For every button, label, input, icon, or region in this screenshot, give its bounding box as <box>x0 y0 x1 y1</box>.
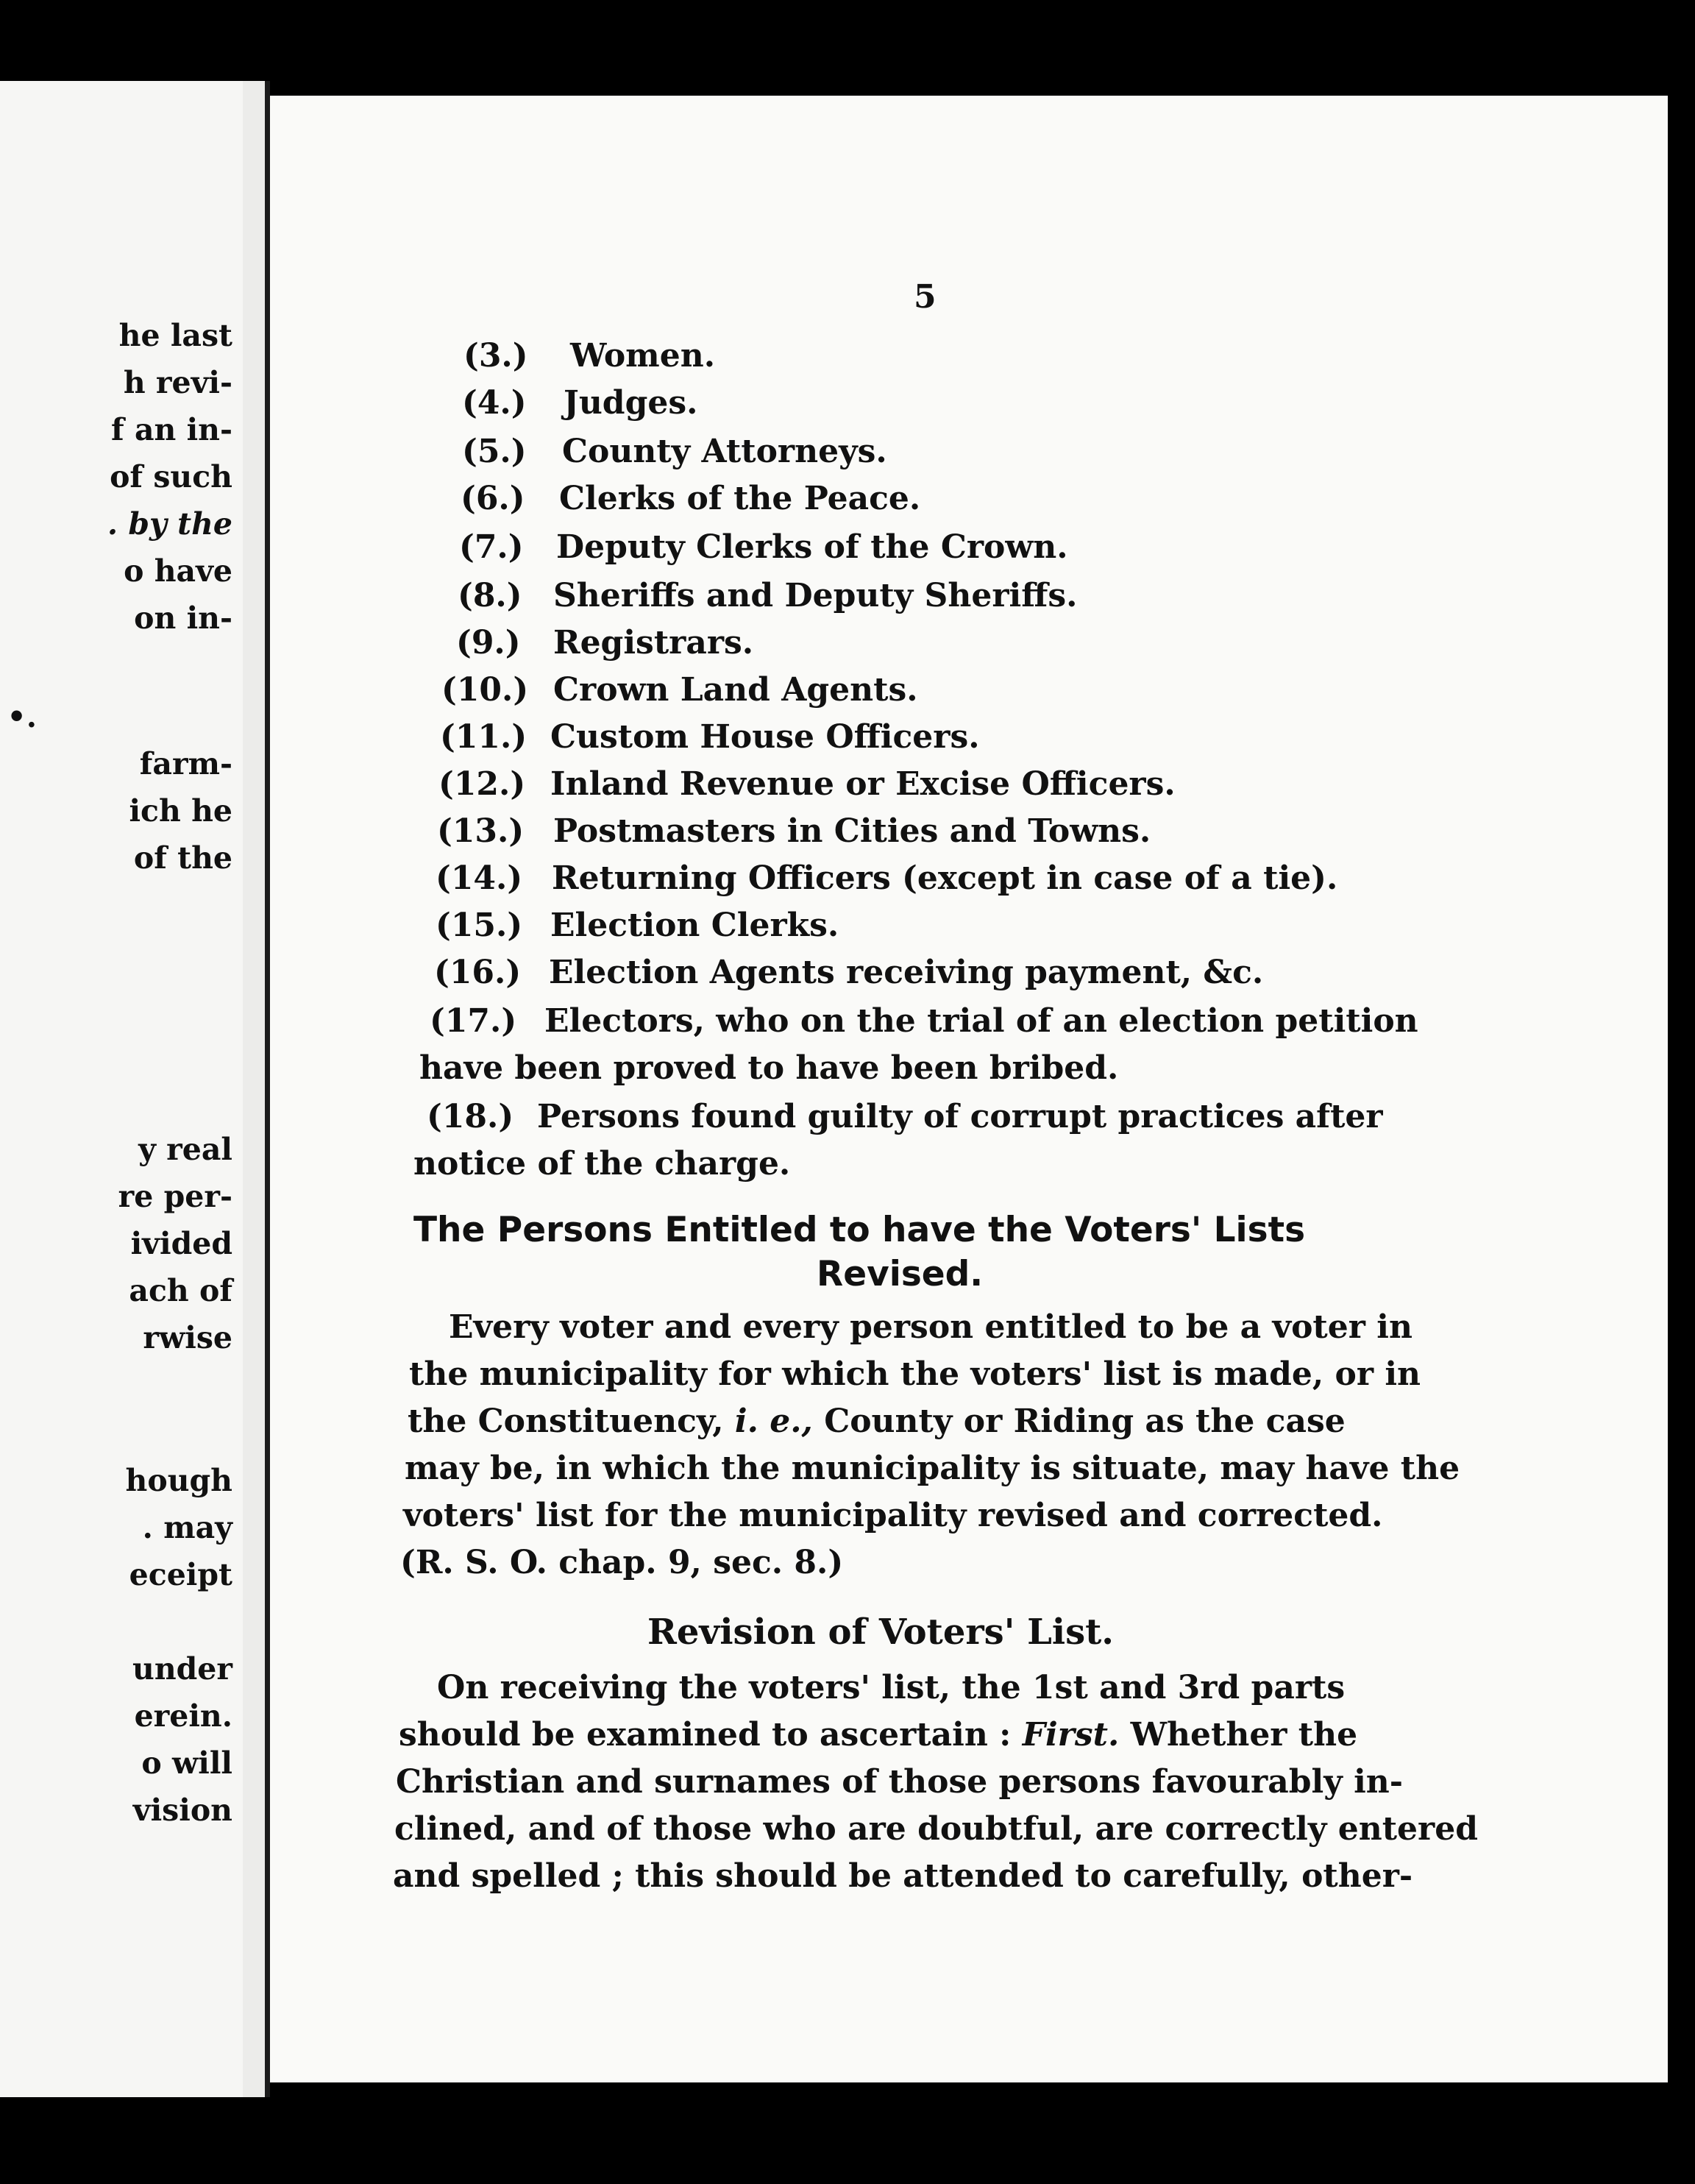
list-item-text: Crown Land Agents. <box>553 671 918 709</box>
paragraph-line: Every voter and every person entitled to be a voter in <box>449 1308 1412 1346</box>
text-run: Whether the <box>1119 1716 1358 1754</box>
list-item-continuation: notice of the charge. <box>413 1145 791 1183</box>
paragraph-line: (R. S. O. chap. 9, sec. 8.) <box>400 1544 844 1581</box>
list-item-number: (3.) <box>463 337 528 375</box>
left-fragment: farm- <box>139 746 232 781</box>
page-number: 5 <box>914 278 937 316</box>
list-item-number: (6.) <box>461 480 525 517</box>
gutter-shadow-line <box>265 81 270 2097</box>
list-item-number: (15.) <box>436 907 523 944</box>
list-item-text: Women. <box>570 337 716 375</box>
list-item-number: (9.) <box>456 624 521 662</box>
left-fragment: o will <box>141 1745 232 1781</box>
list-item-text: Judges. <box>564 384 698 422</box>
paragraph-line: clined, and of those who are doubtful, are correctly entered <box>394 1810 1478 1848</box>
left-fragment: h revi- <box>123 365 232 400</box>
list-item-text: Postmasters in Cities and Towns. <box>553 812 1151 850</box>
left-fragment: ivided <box>130 1226 232 1261</box>
list-item-text: Inland Revenue or Excise Officers. <box>550 765 1176 803</box>
list-item-number: (11.) <box>440 718 527 756</box>
left-fragment: rwise <box>143 1320 232 1355</box>
list-item-text: Election Clerks. <box>550 907 839 944</box>
paragraph-line: the municipality for which the voters' list is made, or in <box>409 1355 1421 1393</box>
left-fragment: vision <box>132 1793 232 1828</box>
text-run: should be examined to ascertain : <box>399 1716 1023 1754</box>
list-item-text: Persons found guilty of corrupt practices after <box>537 1098 1383 1135</box>
list-item-number: (7.) <box>459 528 524 566</box>
list-item-text: Electors, who on the trial of an election petition <box>544 1002 1418 1040</box>
list-item-number: (5.) <box>462 433 527 470</box>
list-item-number: (16.) <box>434 954 522 991</box>
page-gutter <box>243 81 265 2097</box>
list-item-number: (13.) <box>437 812 525 850</box>
section-heading-continuation: Revised. <box>817 1254 984 1294</box>
left-fragment: under <box>132 1651 232 1687</box>
list-item-continuation: have been proved to have been bribed. <box>419 1049 1119 1087</box>
left-fragment: o have <box>124 553 232 589</box>
left-fragment: on in- <box>134 600 232 636</box>
left-fragment: hough <box>125 1463 232 1498</box>
list-item-number: (12.) <box>438 765 526 803</box>
left-fragment: •. <box>7 699 37 734</box>
paragraph-line: voters' list for the municipality revised and corrected. <box>403 1497 1383 1534</box>
text-run-italic: i. e., <box>734 1403 813 1440</box>
left-fragment: erein. <box>134 1698 232 1734</box>
text-run-italic: First. <box>1022 1716 1120 1754</box>
list-item-number: (14.) <box>436 859 523 897</box>
paragraph-line: On receiving the voters' list, the 1st and 3rd parts <box>437 1669 1346 1706</box>
list-item-text: Registrars. <box>553 624 754 662</box>
left-fragment: . may <box>142 1510 232 1545</box>
list-item-number: (10.) <box>441 671 529 709</box>
left-fragment: re per- <box>118 1179 232 1214</box>
list-item-number: (17.) <box>430 1002 517 1040</box>
list-item-number: (8.) <box>458 577 522 614</box>
paragraph-line <box>408 1403 1346 1440</box>
paragraph-line: may be, in which the municipality is situate, may have the <box>405 1450 1460 1487</box>
left-fragment: of the <box>133 840 232 876</box>
list-item-text: Sheriffs and Deputy Sheriffs. <box>553 577 1078 614</box>
left-fragment: y real <box>138 1132 232 1167</box>
left-page-cropped <box>0 81 247 2097</box>
left-fragment: . by the <box>107 506 232 542</box>
left-fragment: ach of <box>129 1273 232 1308</box>
list-item-text: Election Agents receiving payment, &c. <box>549 954 1264 991</box>
text-run: the Constituency, <box>408 1403 735 1440</box>
list-item-number: (18.) <box>427 1098 514 1135</box>
paragraph-line: and spelled ; this should be attended to carefully, other- <box>393 1857 1413 1895</box>
left-fragment: he last <box>118 318 232 353</box>
left-fragment: eceipt <box>129 1557 232 1592</box>
list-item-text: Deputy Clerks of the Crown. <box>556 528 1068 566</box>
left-fragment: ich he <box>129 793 232 829</box>
list-item-number: (4.) <box>462 384 527 422</box>
section-heading: Revision of Voters' List. <box>647 1612 1114 1653</box>
paragraph-line: Christian and surnames of those persons favourably in- <box>396 1763 1404 1801</box>
list-item-text: Custom House Officers. <box>550 718 980 756</box>
text-run: County or Riding as the case <box>812 1403 1346 1440</box>
paragraph-line <box>399 1716 1357 1754</box>
list-item-text: Clerks of the Peace. <box>559 480 921 517</box>
list-item-text: County Attorneys. <box>562 433 887 470</box>
section-heading: The Persons Entitled to have the Voters' Lists <box>413 1210 1306 1250</box>
left-fragment: f an in- <box>111 412 232 447</box>
list-item-text: Returning Officers (except in case of a tie). <box>552 859 1338 897</box>
left-fragment: of such <box>110 459 232 494</box>
